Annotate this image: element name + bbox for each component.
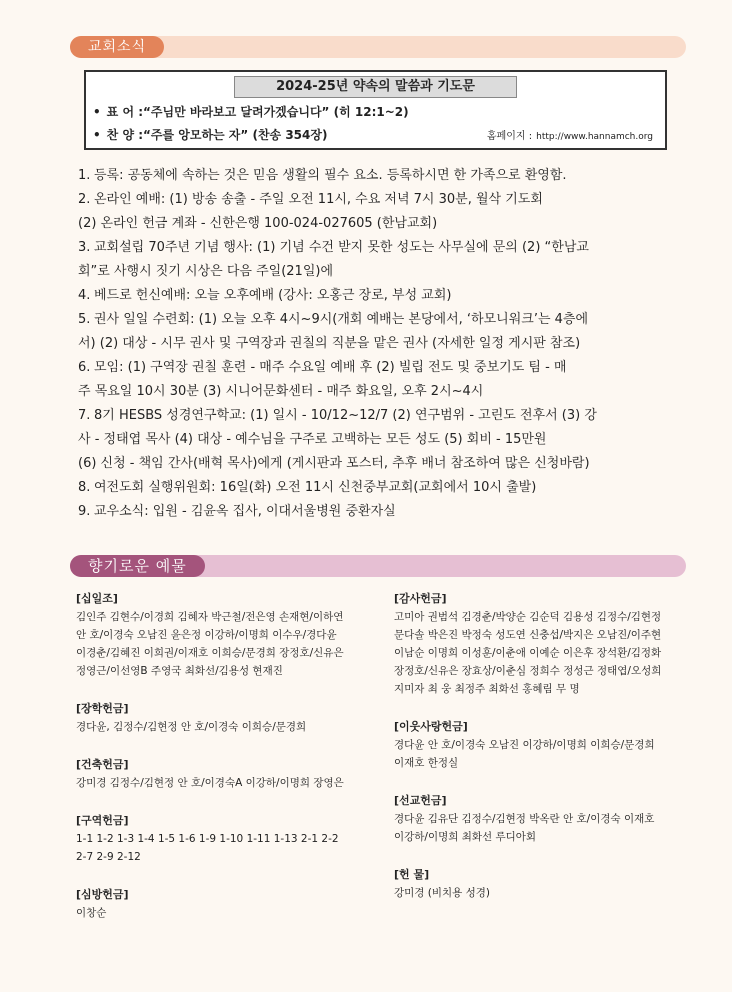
news-text: 온라인 예배: (1) 방송 송출 - 주일 오전 11시, 수요 저녁 7시 30분, 월삭 기도회 [94, 192, 543, 207]
motto-line: • 표 어 :“주님만 바라보고 달려가겠습니다” (히 12:1~2) [93, 105, 409, 119]
news-text: 모임: (1) 구역장 권칠 훈련 - 매주 수요일 예배 후 (2) 빌립 전도 및 중보기도 팀 - 매 [94, 360, 567, 375]
news-continuation: 주 목요일 10시 30분 (3) 시니어문화센터 - 매주 화요일, 오후 2시~4시 [78, 384, 484, 399]
news-number: 8. [78, 480, 91, 495]
news-text: 권사 일일 수련회: (1) 오늘 오후 4시~9시(개회 예배는 본당에서, ‘하모니워크’는 4층에 [94, 312, 589, 327]
offering-title: [헌 물] [394, 868, 430, 881]
offerings-left-column [76, 590, 366, 942]
news-continuation: (2) 온라인 헌금 계좌 - 신한은행 100-024-027605 (한남교회) [78, 216, 438, 231]
offering-names: 강미경 김정수/김현정 안 호/이경숙A 이강하/이명희 장영은 [76, 777, 344, 789]
news-item [78, 284, 678, 308]
offering-group [394, 590, 684, 698]
news-text: 베드로 헌신예배: 오늘 오후예배 (강사: 오홍근 장로, 부성 교회) [94, 288, 452, 303]
offering-names: 지미자 최 웅 최정주 최화선 홍혜림 무 명 [394, 683, 580, 695]
news-item [78, 476, 678, 500]
news-number: 6. [78, 360, 91, 375]
news-item [78, 404, 678, 476]
offering-names: 김인주 김현수/이경희 김혜자 박근철/전은영 손재현/이하연 [76, 611, 344, 623]
section-title-church-news: 교회소식 [70, 36, 164, 58]
news-item [78, 308, 678, 356]
news-continuation: 회”로 사행시 짓기 시상은 다음 주일(21일)에 [78, 264, 334, 279]
news-continuation: 서) (2) 대상 - 시무 권사 및 구역장과 권칠의 직분을 맡은 권사 (자세한 일정 게시판 참조) [78, 336, 581, 351]
offering-group [76, 700, 366, 736]
news-list [78, 164, 678, 524]
offering-group [76, 756, 366, 792]
offering-group [394, 792, 684, 846]
offering-names: 경다윤 안 호/이경숙 오남진 이강하/이명희 이희승/문경희 [394, 739, 655, 751]
offering-names: 이강하/이명희 최화선 루디아회 [394, 831, 537, 843]
hymn-line: • 찬 양 :“주를 앙모하는 자” (찬송 354장) [93, 128, 328, 142]
offering-group [76, 590, 366, 680]
motto-text: “주님만 바라보고 달려가겠습니다” (히 12:1~2) [143, 105, 409, 119]
news-number: 4. [78, 288, 91, 303]
offering-names: 이재호 한정실 [394, 757, 459, 769]
news-item [78, 236, 678, 284]
offering-names: 이창순 [76, 907, 107, 919]
news-item [78, 356, 678, 404]
offering-title: [심방헌금] [76, 888, 129, 901]
hymn-text: “주를 앙모하는 자” (찬송 354장) [143, 128, 328, 142]
offering-title: [감사헌금] [394, 592, 447, 605]
hymn-label: 찬 양 : [106, 128, 144, 142]
section-bar-offerings [70, 555, 686, 577]
offering-title: [십일조] [76, 592, 118, 605]
offering-names: 이남순 이명희 이성훈/이춘애 이예순 이은후 장석환/김정화 [394, 647, 662, 659]
offering-names: 안 호/이경숙 오남진 윤은정 이강하/이명희 이수우/경다윤 [76, 629, 337, 641]
offering-title: [건축헌금] [76, 758, 129, 771]
offering-names: 경다윤 김유단 김정수/김현정 박옥란 안 호/이경숙 이재호 [394, 813, 655, 825]
offering-group [76, 812, 366, 866]
offering-names: 문다솔 박은진 박정숙 성도연 신충섭/박지은 오남진/이주현 [394, 629, 662, 641]
news-item [78, 188, 678, 236]
news-item [78, 500, 678, 524]
homepage-label: 홈페이지 : [486, 131, 533, 142]
news-number: 9. [78, 504, 91, 519]
news-text: 8기 HESBS 성경연구학교: (1) 일시 - 10/12~12/7 (2) 연구범위 - 고린도 전후서 (3) 강 [94, 408, 597, 423]
news-text: 등록: 공동체에 속하는 것은 믿음 생활의 필수 요소. 등록하시면 한 가족으로 환영함. [94, 168, 567, 183]
offering-names: 이경춘/김혜진 이희권/이재호 이희승/문경희 장정호/신유은 [76, 647, 344, 659]
offering-title: [구역헌금] [76, 814, 129, 827]
homepage [487, 127, 653, 142]
offering-names: 2-7 2-9 2-12 [76, 851, 141, 863]
news-item [78, 164, 678, 188]
section-title-offerings: 향기로운 예물 [70, 555, 205, 577]
motto-title: 2024-25년 약속의 말씀과 기도문 [234, 76, 517, 98]
offering-title: [장학헌금] [76, 702, 129, 715]
offering-title: [선교헌금] [394, 794, 447, 807]
news-number: 5. [78, 312, 91, 327]
news-text: 교우소식: 입원 - 김윤옥 집사, 이대서울병원 중환자실 [94, 504, 396, 519]
offering-title: [이웃사랑헌금] [394, 720, 468, 733]
motto-box [84, 70, 667, 150]
motto-label: 표 어 : [106, 105, 144, 119]
offering-group [394, 866, 684, 902]
news-continuation: (6) 신청 - 책임 간사(배혁 목사)에게 (게시판과 포스터, 추후 배너 참조하여 많은 신청바람) [78, 456, 590, 471]
offering-group [76, 886, 366, 922]
offering-group [394, 718, 684, 772]
offering-names: 정영근/이선영B 주영국 최화선/김용성 현재진 [76, 665, 283, 677]
news-number: 1. [78, 168, 91, 183]
section-bar-church-news [70, 36, 686, 58]
news-number: 3. [78, 240, 91, 255]
offering-names: 장정호/신유은 장효상/이춘심 정희수 정성근 정태엽/오성희 [394, 665, 662, 677]
news-continuation: 사 - 정태엽 목사 (4) 대상 - 예수님을 구주로 고백하는 모든 성도 (5) 회비 - 15만원 [78, 432, 547, 447]
news-number: 2. [78, 192, 91, 207]
offerings-right-column [394, 590, 684, 922]
offering-names: 경다윤, 김정수/김현정 안 호/이경숙 이희승/문경희 [76, 721, 307, 733]
offering-names: 1-1 1-2 1-3 1-4 1-5 1-6 1-9 1-10 1-11 1-13 2-1 2-2 [76, 833, 339, 845]
news-number: 7. [78, 408, 91, 423]
news-text: 교회설립 70주년 기념 행사: (1) 기념 수건 받지 못한 성도는 사무실에 문의 (2) “한남교 [94, 240, 589, 255]
offering-names: 강미경 (비치용 성경) [394, 887, 491, 899]
homepage-url[interactable]: http://www.hannamch.org [536, 132, 653, 142]
news-text: 여전도회 실행위원회: 16일(화) 오전 11시 신천중부교회(교회에서 10시 출발) [94, 480, 537, 495]
offering-names: 고미아 권범석 김경춘/박양순 김순덕 김용성 김정수/김현정 [394, 611, 662, 623]
